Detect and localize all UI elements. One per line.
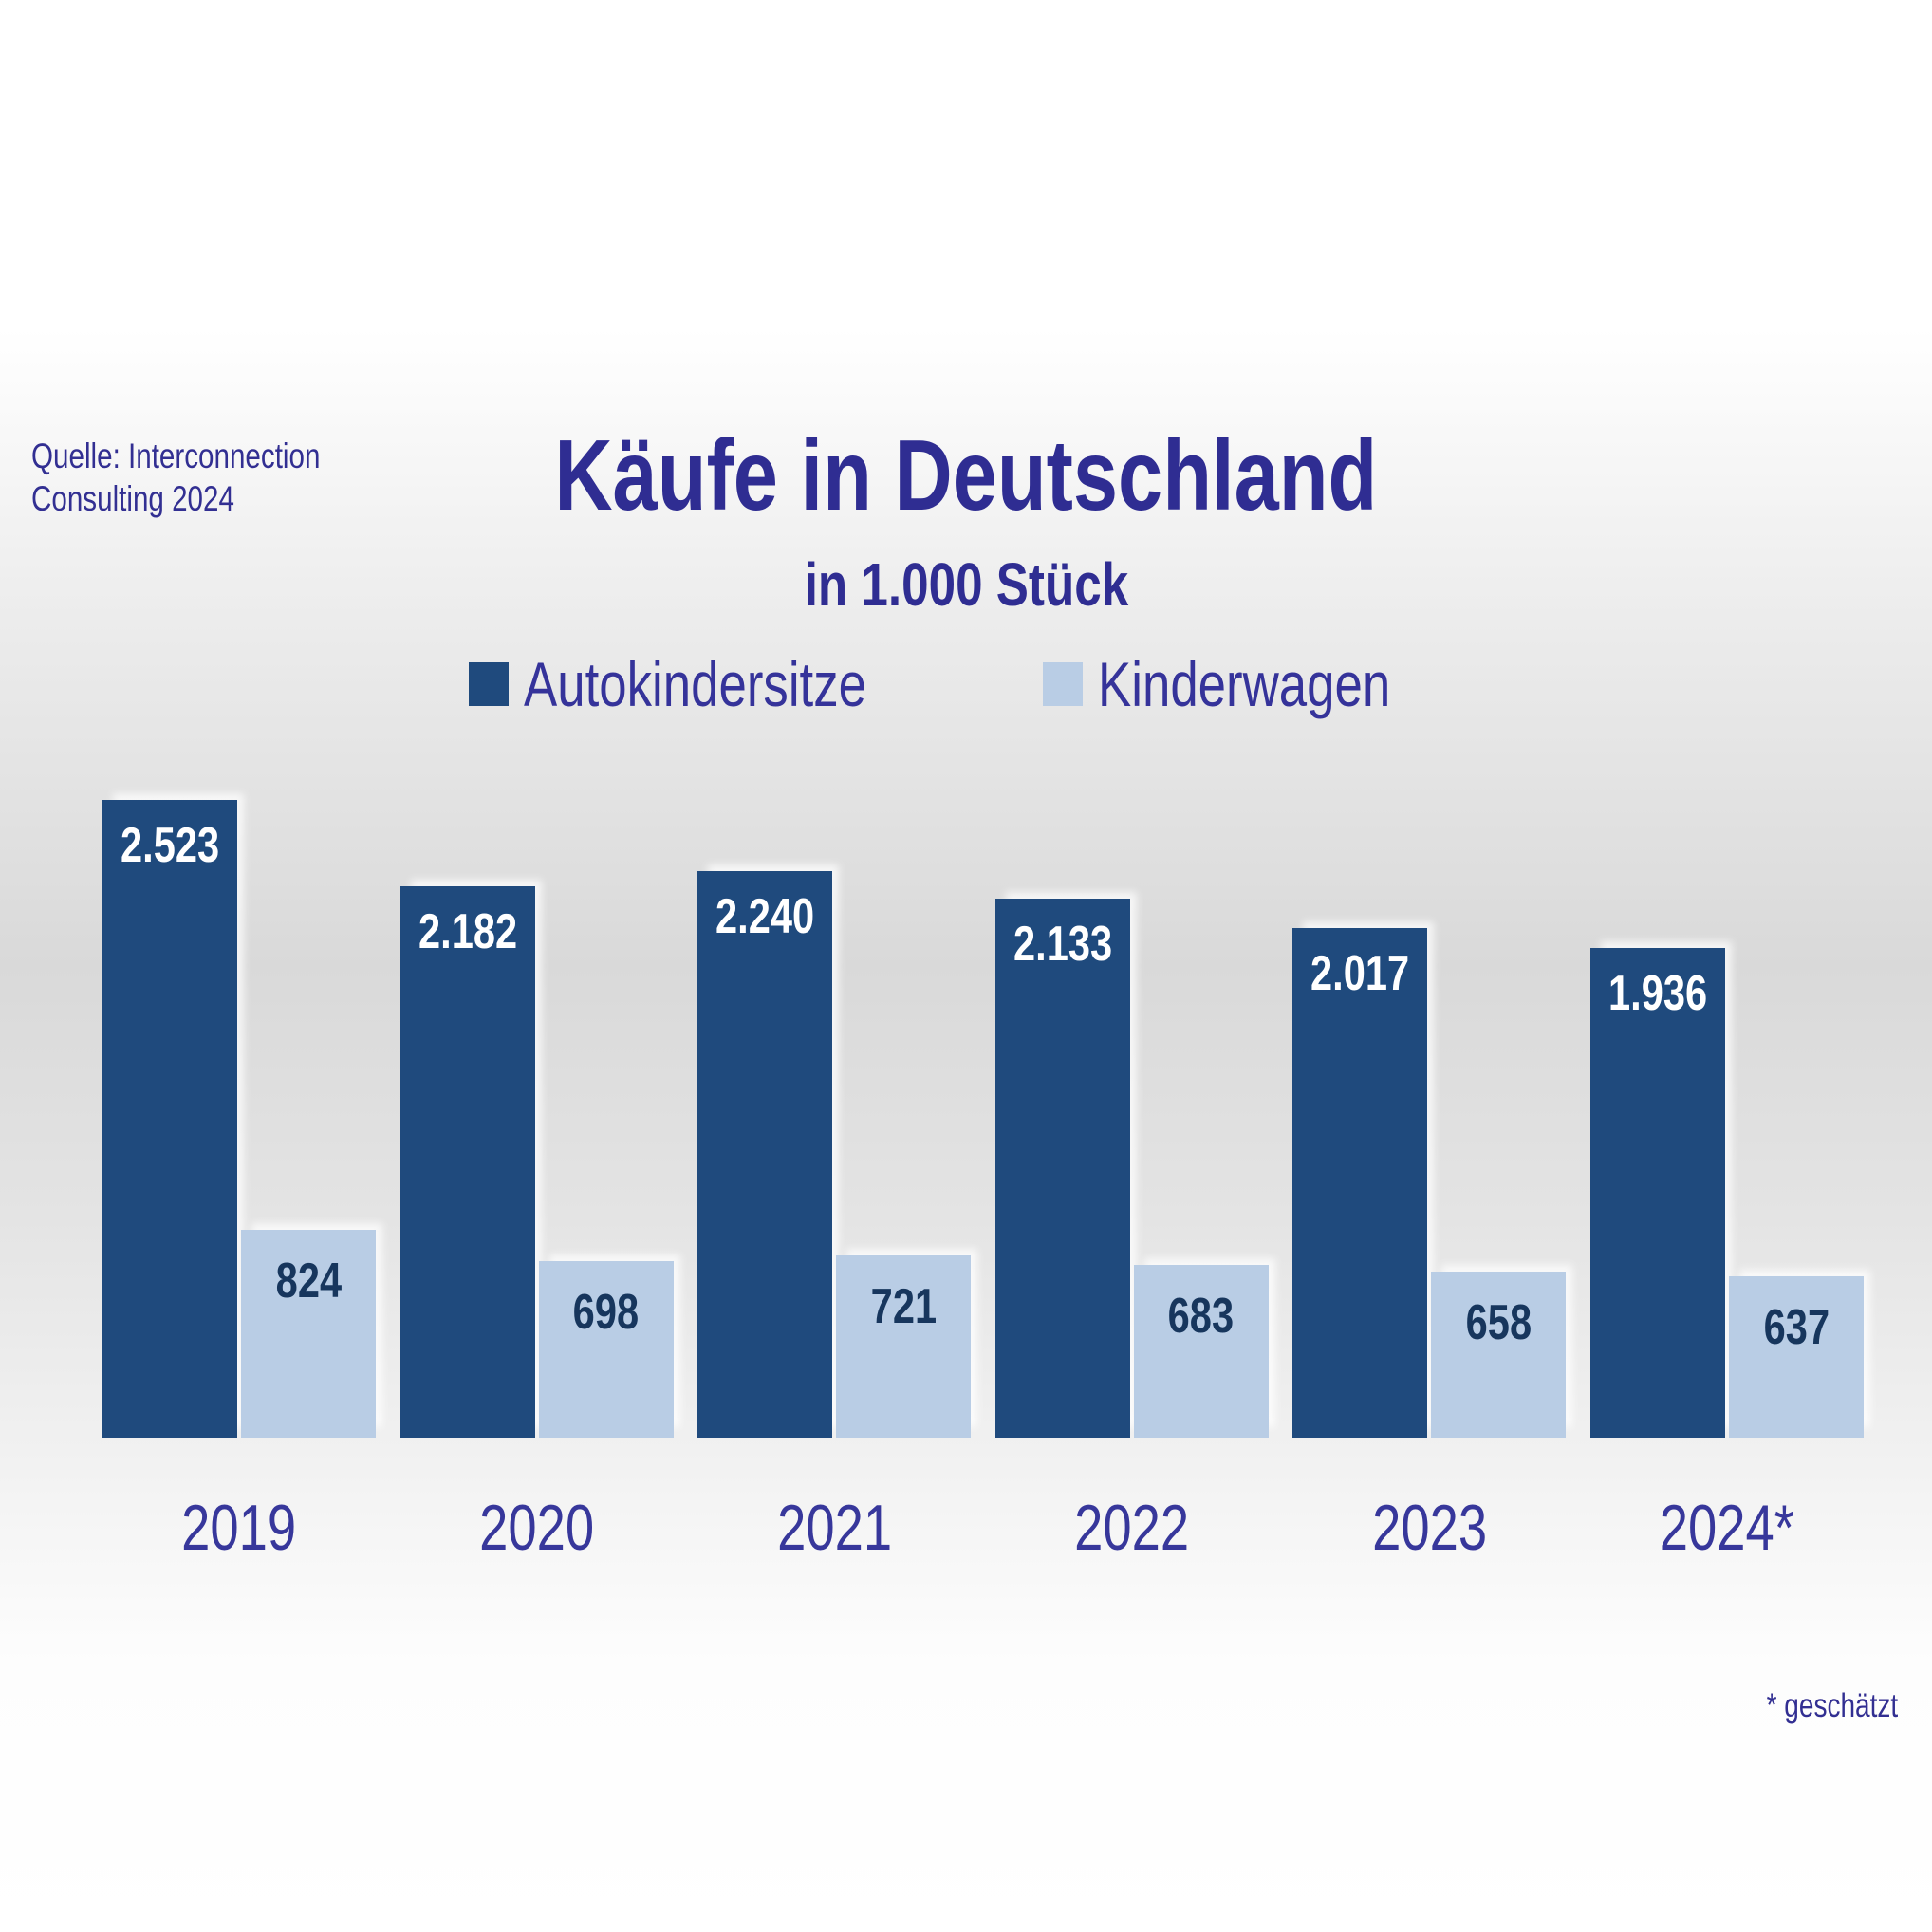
footnote: * geschätzt [1766, 1687, 1898, 1724]
bar-value-text: 824 [275, 1254, 342, 1309]
chart-title: Käufe in Deutschland [554, 419, 1378, 531]
bar-value-label-autokindersitze-2021 [697, 889, 832, 944]
bar-value-text: 2.240 [715, 889, 815, 944]
bar-value-text: 2.133 [1012, 917, 1112, 972]
bar-value-text: 721 [870, 1279, 937, 1334]
bar-autokindersitze-2021 [697, 871, 832, 1438]
bar-value-label-kinderwagen-2020 [539, 1285, 674, 1340]
bar-value-text: 698 [572, 1285, 640, 1340]
x-tick-text: 2023 [1371, 1492, 1487, 1564]
bar-autokindersitze-2020 [400, 886, 535, 1438]
bar-value-text: 2.182 [418, 904, 517, 959]
bar-value-label-autokindersitze-2020 [400, 904, 535, 959]
legend-label-kinderwagen: Kinderwagen [1097, 649, 1391, 719]
bar-value-label-autokindersitze-2019 [102, 818, 237, 873]
bar-value-label-autokindersitze-2023 [1292, 946, 1427, 1001]
bar-value-text: 2.523 [120, 818, 220, 873]
bar-kinderwagen-2024 [1729, 1276, 1864, 1438]
legend-swatch-kinderwagen [1043, 662, 1083, 706]
bar-kinderwagen-2020 [539, 1261, 674, 1438]
plot-area [0, 800, 1932, 1438]
x-tick-2021 [692, 1492, 976, 1564]
bar-autokindersitze-2023 [1292, 928, 1427, 1438]
bar-kinderwagen-2023 [1431, 1272, 1566, 1438]
x-tick-text: 2019 [181, 1492, 297, 1564]
bar-value-text: 2.017 [1310, 946, 1410, 1001]
bar-value-label-kinderwagen-2023 [1431, 1295, 1566, 1350]
bar-value-label-kinderwagen-2022 [1134, 1289, 1269, 1344]
chart-subtitle: in 1.000 Stück [804, 550, 1128, 619]
bar-value-label-autokindersitze-2024 [1590, 966, 1725, 1021]
legend-item-autokindersitze [469, 649, 952, 719]
bar-kinderwagen-2021 [836, 1255, 971, 1438]
legend-item-kinderwagen [1043, 649, 1463, 719]
bar-value-text: 683 [1168, 1289, 1235, 1344]
x-tick-text: 2020 [479, 1492, 595, 1564]
x-tick-2022 [990, 1492, 1274, 1564]
x-tick-2020 [395, 1492, 679, 1564]
bar-kinderwagen-2019 [241, 1230, 376, 1438]
bar-value-label-autokindersitze-2022 [995, 917, 1130, 972]
x-tick-text: 2022 [1074, 1492, 1190, 1564]
source-note-line2: Consulting 2024 [31, 479, 234, 519]
bar-value-label-kinderwagen-2021 [836, 1279, 971, 1334]
bar-value-text: 658 [1465, 1295, 1533, 1350]
x-tick-2024 [1585, 1492, 1869, 1564]
bar-value-label-kinderwagen-2024 [1729, 1300, 1864, 1355]
bar-autokindersitze-2019 [102, 800, 237, 1438]
bar-value-label-kinderwagen-2019 [241, 1254, 376, 1309]
bar-value-text: 1.936 [1607, 966, 1708, 1021]
legend [0, 649, 1932, 719]
legend-swatch-autokindersitze [469, 662, 509, 706]
x-tick-text: 2024* [1659, 1492, 1795, 1564]
legend-label-autokindersitze: Autokindersitze [523, 649, 866, 719]
bar-value-text: 637 [1763, 1300, 1830, 1355]
bar-autokindersitze-2024 [1590, 948, 1725, 1438]
x-tick-2019 [97, 1492, 381, 1564]
source-note-line1: Quelle: Interconnection [31, 437, 321, 475]
bar-kinderwagen-2022 [1134, 1265, 1269, 1438]
x-tick-2023 [1287, 1492, 1571, 1564]
x-axis [0, 1492, 1932, 1571]
x-tick-text: 2021 [776, 1492, 892, 1564]
bar-autokindersitze-2022 [995, 899, 1130, 1438]
